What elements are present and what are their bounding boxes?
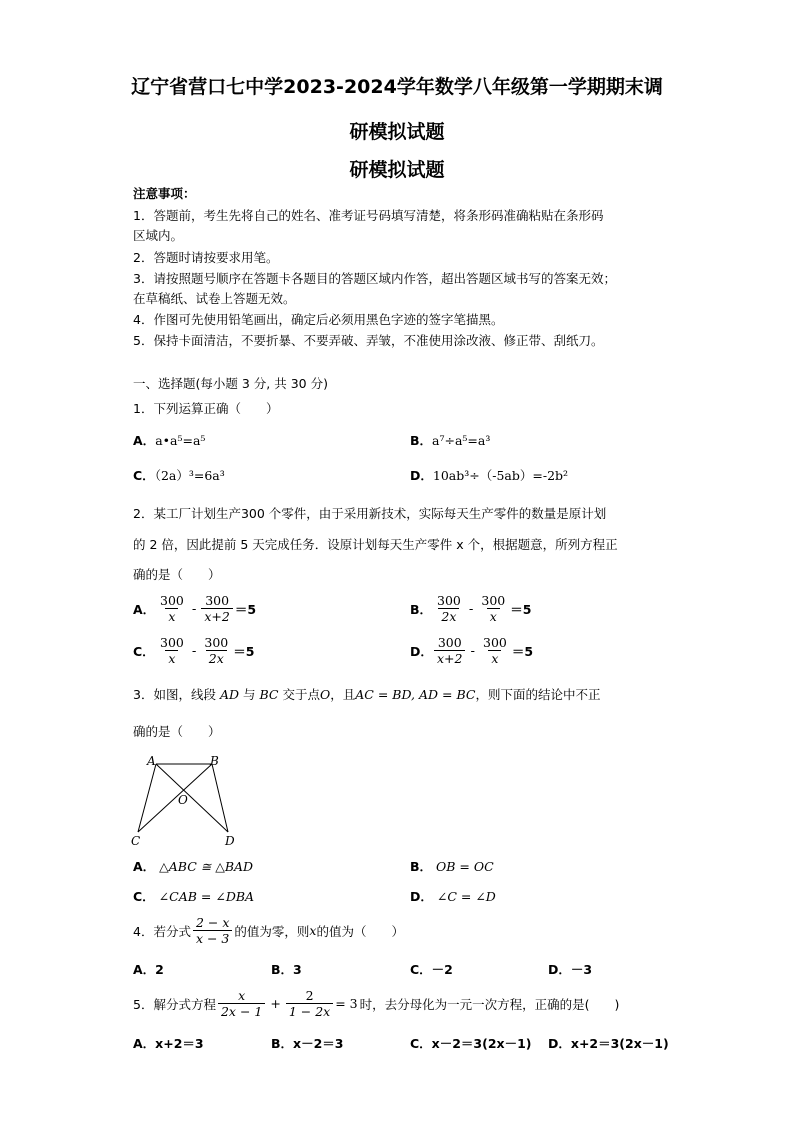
q4-stem: 4．若分式 $\frac{2 - x}{x - 3}$ 的值为零，则 x 的值为（ ） bbox=[133, 915, 404, 946]
note-line: 5．保持卡面清洁，不要折暴、不要弄破、弄皱，不准使用涂改液、修正带、刮纸刀。 bbox=[133, 333, 604, 348]
q1-option-c: C．（2a）³=6a³ bbox=[133, 468, 225, 483]
q2-stem-line2: 的 2 倍，因此提前 5 天完成任务．设原计划每天生产零件 x 个，根据题意，所列方程正 bbox=[133, 537, 618, 552]
q5-option-c: C．x－2＝3(2x－1) bbox=[410, 1036, 532, 1051]
q5-option-d: D．x+2＝3(2x－1) bbox=[548, 1036, 669, 1051]
q1-option-a: A．a•a⁵=a⁵ bbox=[133, 433, 206, 448]
q3-option-c: C． ∠CAB = ∠DBA bbox=[133, 889, 255, 904]
q5-stem: 5．解分式方程 $\frac{x}{2x - 1}$ + $\frac{2}{1 - 2x}$ = 3 时，去分母化为一元一次方程，正确的是( ) bbox=[133, 988, 620, 1019]
q2-option-c: C． $\frac{300}{x}$ - $\frac{300}{2x}$ ＝5 bbox=[133, 635, 255, 666]
q2-stem-line1: 2．某工厂计划生产300 个零件，由于采用新技术，实际每天生产零件的数量是原计划 bbox=[133, 506, 607, 521]
note-line: 4．作图可先使用铅笔画出，确定后必须用黑色字迹的签字笔描黑。 bbox=[133, 312, 504, 327]
fig-label-c: C bbox=[131, 834, 141, 848]
q3-figure bbox=[128, 750, 248, 848]
segment-bd bbox=[212, 764, 228, 832]
q3-option-a: A． △ABC ≅ △BAD bbox=[133, 859, 254, 874]
q4-option-c: C．－2 bbox=[410, 962, 453, 977]
q3-stem-line2: 确的是（ ） bbox=[133, 724, 221, 739]
segment-ac bbox=[138, 764, 156, 832]
q1-option-d: D．10ab³÷（-5ab）=-2b² bbox=[410, 468, 569, 483]
segment-ad bbox=[156, 764, 228, 832]
section-heading: 一、选择题(每小题 3 分, 共 30 分) bbox=[133, 376, 328, 391]
q1-option-b: B．a⁷÷a⁵=a³ bbox=[410, 433, 491, 448]
note-line: 1．答题前，考生先将自己的姓名、准考证号码填写清楚，将条形码准确粘贴在条形码 bbox=[133, 208, 604, 223]
note-line: 区域内。 bbox=[133, 228, 184, 243]
fig-label-o: O bbox=[178, 793, 188, 807]
q5-option-a: A．x+2＝3 bbox=[133, 1036, 204, 1051]
q2-option-a: A． $\frac{300}{x}$ - $\frac{300}{x+2}$ ＝5 bbox=[133, 593, 257, 624]
q2-stem-line3: 确的是（ ） bbox=[133, 567, 221, 582]
q1-stem: 1．下列运算正确（ ） bbox=[133, 401, 279, 416]
fig-label-a: A bbox=[147, 754, 156, 768]
note-line: 在草稿纸、试卷上答题无效。 bbox=[133, 291, 296, 306]
q4-option-a: A．2 bbox=[133, 962, 164, 977]
q4-option-b: B．3 bbox=[271, 962, 302, 977]
note-line: 3．请按照题号顺序在答题卡各题目的答题区域内作答，超出答题区域书写的答案无效； bbox=[133, 271, 616, 286]
note-line: 2．答题时请按要求用笔。 bbox=[133, 250, 279, 265]
q2-option-b: B． $\frac{300}{2x}$ - $\frac{300}{x}$ ＝5 bbox=[410, 593, 532, 624]
q3-option-d: D． ∠C = ∠D bbox=[410, 889, 496, 904]
q3-stem-line1: 3．如图，线段 AD 与 BC 交于点O，且AC = BD, AD = BC，则下面的结论中不正 bbox=[133, 687, 601, 702]
q4-option-d: D．－3 bbox=[548, 962, 593, 977]
fig-label-d: D bbox=[225, 834, 235, 848]
fig-label-b: B bbox=[210, 754, 219, 768]
q2-option-d: D． $\frac{300}{x+2}$ - $\frac{300}{x}$ ＝5 bbox=[410, 635, 534, 666]
page-title-line1: 辽宁省营口七中学2023-2024学年数学八年级第一学期期末调 bbox=[131, 76, 663, 98]
page-title-line3: 研模拟试题 bbox=[349, 159, 445, 181]
segment-bc bbox=[138, 764, 212, 832]
page-title-line2: 研模拟试题 bbox=[349, 121, 445, 143]
q3-option-b: B． OB = OC bbox=[410, 859, 494, 874]
q5-option-b: B．x－2＝3 bbox=[271, 1036, 344, 1051]
notes-heading: 注意事项： bbox=[133, 186, 196, 201]
